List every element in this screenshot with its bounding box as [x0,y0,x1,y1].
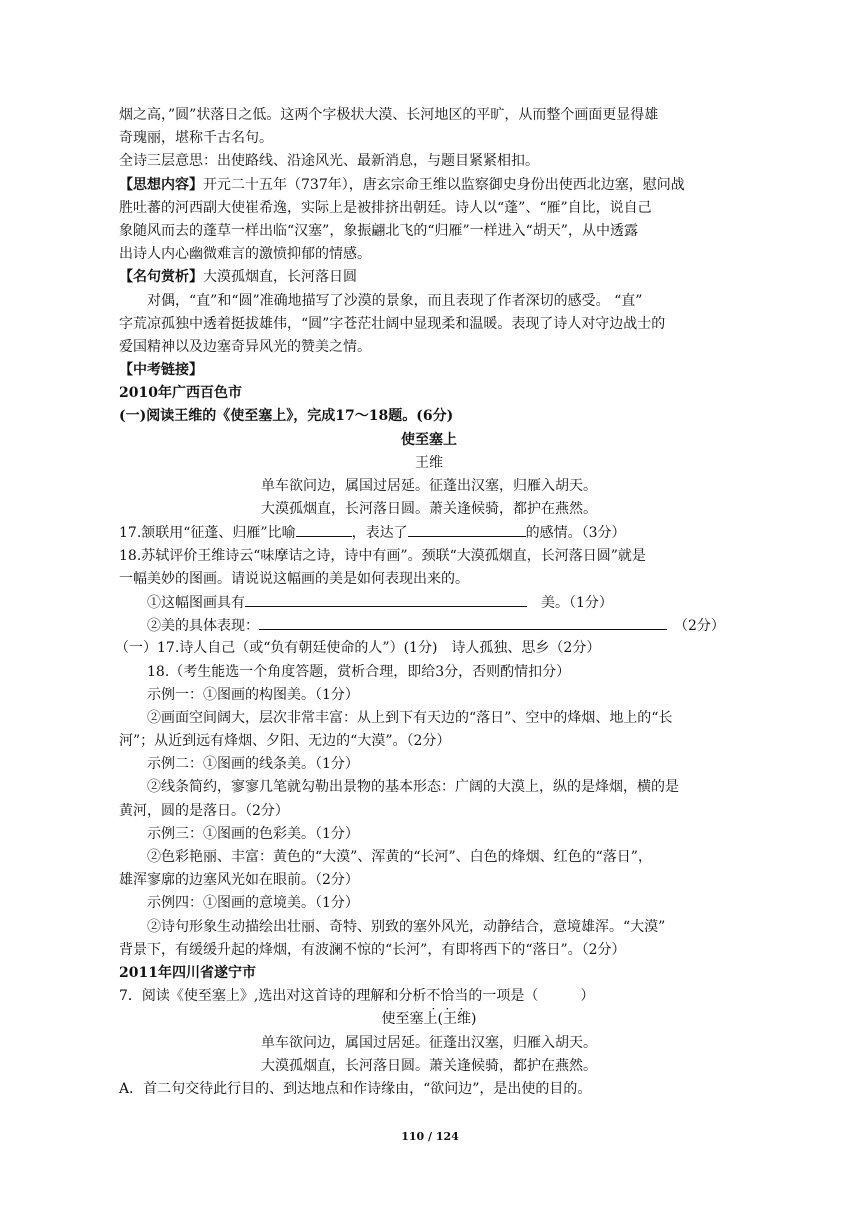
text-line: 奇瑰丽，堪称千古名句。 [119,130,273,147]
text-line: 胜吐蕃的河西副大使崔希逸，实际上是被排挤出朝廷。诗人以“蓬”、“雁”自比，说自己 [119,199,652,216]
answer-blank [296,521,352,537]
question-7 [119,985,739,1008]
text-line: 烟之高，”圆”状落日之低。这两个字极状大漠、长河地区的平旷，从而整个画面更显得雄 [119,107,659,123]
text-line: 示例三：①图画的色彩美。（1分） [147,825,359,842]
section-label: 【思想内容】 [119,176,203,193]
question-heading: (一)阅读王维的《使至塞上》，完成17～18题。(6分) [119,408,454,425]
famous-line [119,266,739,289]
question-17 [119,521,739,544]
emphasis-char: 恰 [440,988,455,1005]
poem-title: 使至塞上 [401,431,457,448]
answer-blank [408,521,526,537]
answer-blank [259,614,667,630]
answer-blank [245,591,527,607]
text-span: 美。（1分） [541,594,613,611]
text-line: 河”；从近到远有烽烟、夕阳、无边的“大漠”。（2分） [119,733,451,750]
emphasis-text [426,988,468,1004]
text-line: 对偶，“直”和“圆”准确地描写了沙漠的景象，而且表现了作者深切的感受。 “直” [147,292,643,309]
text-line: 一幅美妙的图画。请说说这幅画的美是如何表现出来的。 [119,570,469,587]
text-line: 爱国精神以及边塞奇异风光的赞美之情。 [119,338,371,355]
answer-17: （一）17.诗人自己（或“负有朝廷使命的人”）(1分) 诗人孤独、思乡（2分） [115,640,601,657]
section-heading: 2011年四川省遂宁市 [119,964,256,981]
text-span: ①这幅图画具有 [147,594,245,611]
text-span: 的一项是（ ） [468,988,595,1005]
text-span: 17.颔联用“征蓬、归雁”比喻 [119,525,296,542]
emphasis-char: 不 [426,988,441,1005]
text-line: 示例二：①图画的线条美。（1分） [147,756,359,773]
text-line: 示例一：①图画的构图美。（1分） [147,686,359,703]
poem-author: 王维 [415,454,443,471]
text-span: （2分） [681,618,725,635]
poem-line: 单车欲问边，属国过居延。征蓬出汉塞，归雁入胡天。 [261,1034,597,1051]
poem-line: 单车欲问边，属国过居延。征蓬出汉塞，归雁入胡天。 [261,478,597,494]
text-span: ②美的具体表现： [147,618,259,635]
section-heading: 2010年广西百色市 [119,385,242,402]
text-line: ②诗句形象生动描绘出壮丽、奇特、别致的塞外风光，动静结合，意境雄浑。“大漠” [147,918,666,935]
text-line: 18.苏轼评价王维诗云“味摩诘之诗，诗中有画”。颈联“大漠孤烟直，长河落日圆”就是 [119,547,646,564]
text-line: ②画面空间阔大，层次非常丰富：从上到下有天边的“落日”、空中的烽烟、地上的“长 [147,709,673,726]
text-line: 背景下，有缓缓升起的烽烟，有波澜不惊的“长河”，有即将西下的“落日”。（2分） [119,941,626,958]
text-line: 字荒凉孤独中透着挺拔雄伟，“圆”字苍茫壮阔中显现柔和温暖。表现了诗人对守边战士的 [119,315,666,332]
text-line: 雄浑寥廓的边塞风光如在眼前。（2分） [119,872,359,889]
poem-title: 使至塞上(王维) [381,1011,477,1028]
option-a: A．首二句交待此行目的、到达地点和作诗缘由，“欲问边”，是出使的目的。 [119,1080,592,1097]
emphasis-char: 当 [454,988,469,1005]
text-span: ，表达了 [351,525,408,542]
text-line: 示例四：①图画的意境美。（1分） [147,895,359,912]
text-line: 黄河，圆的是落日。（2分） [119,802,289,819]
question-18-1 [119,591,739,614]
poem-line: 大漠孤烟直，长河落日圆。萧关逢候骑，都护在燕然。 [261,501,597,518]
text-span: 7．阅读《使至塞上》,选出对这首诗的理解和分析 [119,988,427,1005]
text-line: 出诗人内心幽微难言的激愤抑郁的情感。 [119,246,371,263]
text-line: ②色彩艳丽、丰富：黄色的“大漠”、浑黄的“长河”、白色的烽烟、红色的“落日”， [147,849,652,865]
emphasis-dotted [426,988,468,1004]
page-number: 110 / 124 [401,1130,459,1143]
text-span: 的感情。（3分） [525,525,626,542]
poem-line: 大漠孤烟直，长河落日圆。萧关逢候骑，都护在燕然。 [261,1057,597,1074]
text-line: 18.（考生能选一个角度答题，赏析合理，即给3分，否则酌情扣分） [147,663,571,680]
text-line: 全诗三层意思：出使路线、沿途风光、最新消息，与题目紧紧相扣。 [119,153,539,170]
text-span: 开元二十五年（737年），唐玄宗命王维以监察御史身份出使西北边塞，慰问战 [203,176,685,193]
exam-link-heading: 【中考链接】 [119,362,203,379]
section-label: 【名句赏析】 [119,269,203,286]
thought-paragraph-line [119,174,739,197]
text-line: 象随风而去的蓬草一样出临“汉塞”，象振翩北飞的“归雁”一样进入“胡天”，从中透露 [119,222,638,239]
page-content [115,104,739,1101]
text-span: 大漠孤烟直，长河落日圆 [203,269,357,286]
text-line: ②线条简约，寥寥几笔就勾勒出景物的基本形态：广阔的大漠上，纵的是烽烟，横的是 [147,779,679,796]
question-18-2 [119,614,739,637]
